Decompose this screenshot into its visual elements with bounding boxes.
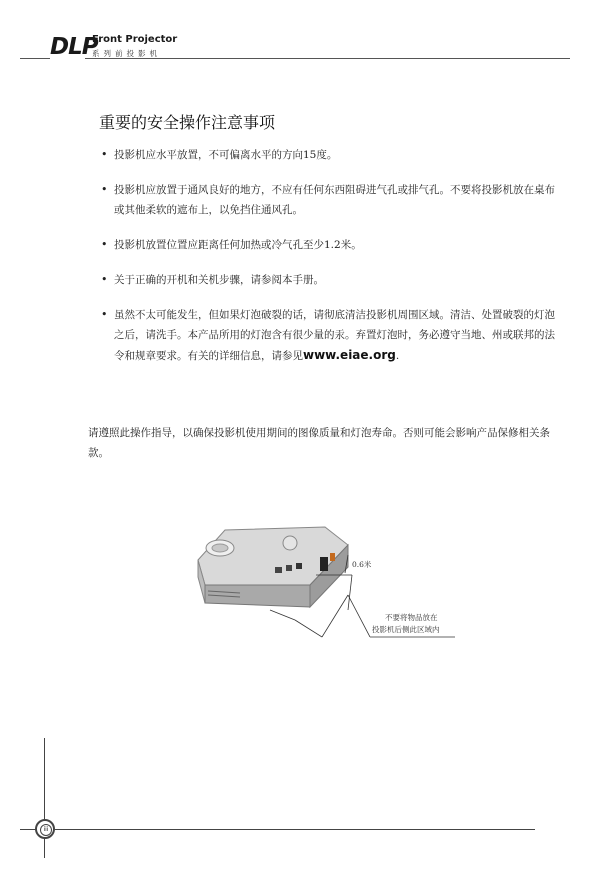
bullet-dot-icon: • [101, 183, 108, 196]
bullet-dot-icon: • [101, 273, 108, 286]
list-item-text: 投影机应放置于通风良好的地方，不应有任何东西阻碍进气孔或排气孔。不要将投影机放在桌布或其他柔软的遮布上，以免挡住通风孔。 [114, 184, 555, 216]
list-item-text: 投影机放置位置应距离任何加热或冷气孔至少1.2米。 [114, 239, 362, 251]
eiae-link[interactable]: www.eiae.org [303, 348, 396, 362]
list-item [101, 270, 561, 290]
list-item [101, 305, 561, 366]
note-paragraph: 请遵照此操作指导，以确保投影机使用期间的图像质量和灯泡寿命。否则可能会影响产品保修相关条款。 [88, 427, 550, 459]
page-title: 重要的安全操作注意事项 [99, 113, 276, 132]
distance-label: 0.6米 [352, 560, 372, 569]
logo-subtitle: Front Projector [92, 34, 178, 45]
footer-horizontal-rule [20, 829, 535, 830]
list-item [101, 145, 561, 165]
bullet-dot-icon: • [101, 148, 108, 161]
list-item-tail: . [395, 350, 400, 362]
bullet-dot-icon: • [101, 238, 108, 251]
bullet-dot-icon: • [101, 308, 108, 321]
list-item [101, 180, 561, 220]
logo-chinese-subtitle: 系列前投影机 [92, 49, 161, 58]
list-item-text: 关于正确的开机和关机步骤，请参阅本手册。 [114, 274, 324, 286]
projector-clearance-figure [180, 515, 470, 650]
list-item-text: 虽然不太可能发生，但如果灯泡破裂的话，请彻底清洁投影机周围区域。清洁、处置破裂的灯泡之后，请洗手。本产品所用的灯泡含有很少量的汞。弃置灯泡时，务必遵守当地、州或联邦的法令和规章要求。有关的详细信息，请参见 [114, 309, 555, 362]
page-number-badge [35, 819, 55, 839]
figure-caption-line2: 投影机后侧此区域内 [372, 625, 440, 634]
list-item [101, 235, 561, 255]
footer-vertical-rule [44, 738, 45, 858]
figure-caption-line1: 不要将物品放在 [385, 613, 438, 622]
page-number: iii [40, 824, 52, 836]
list-item-text: 投影机应水平放置，不可偏离水平的方向15度。 [114, 149, 338, 161]
safety-list [101, 145, 561, 381]
header-rule-left [20, 58, 50, 59]
header-rule [85, 58, 570, 59]
page-header [0, 0, 612, 70]
dlp-logo: DLP [50, 34, 98, 60]
